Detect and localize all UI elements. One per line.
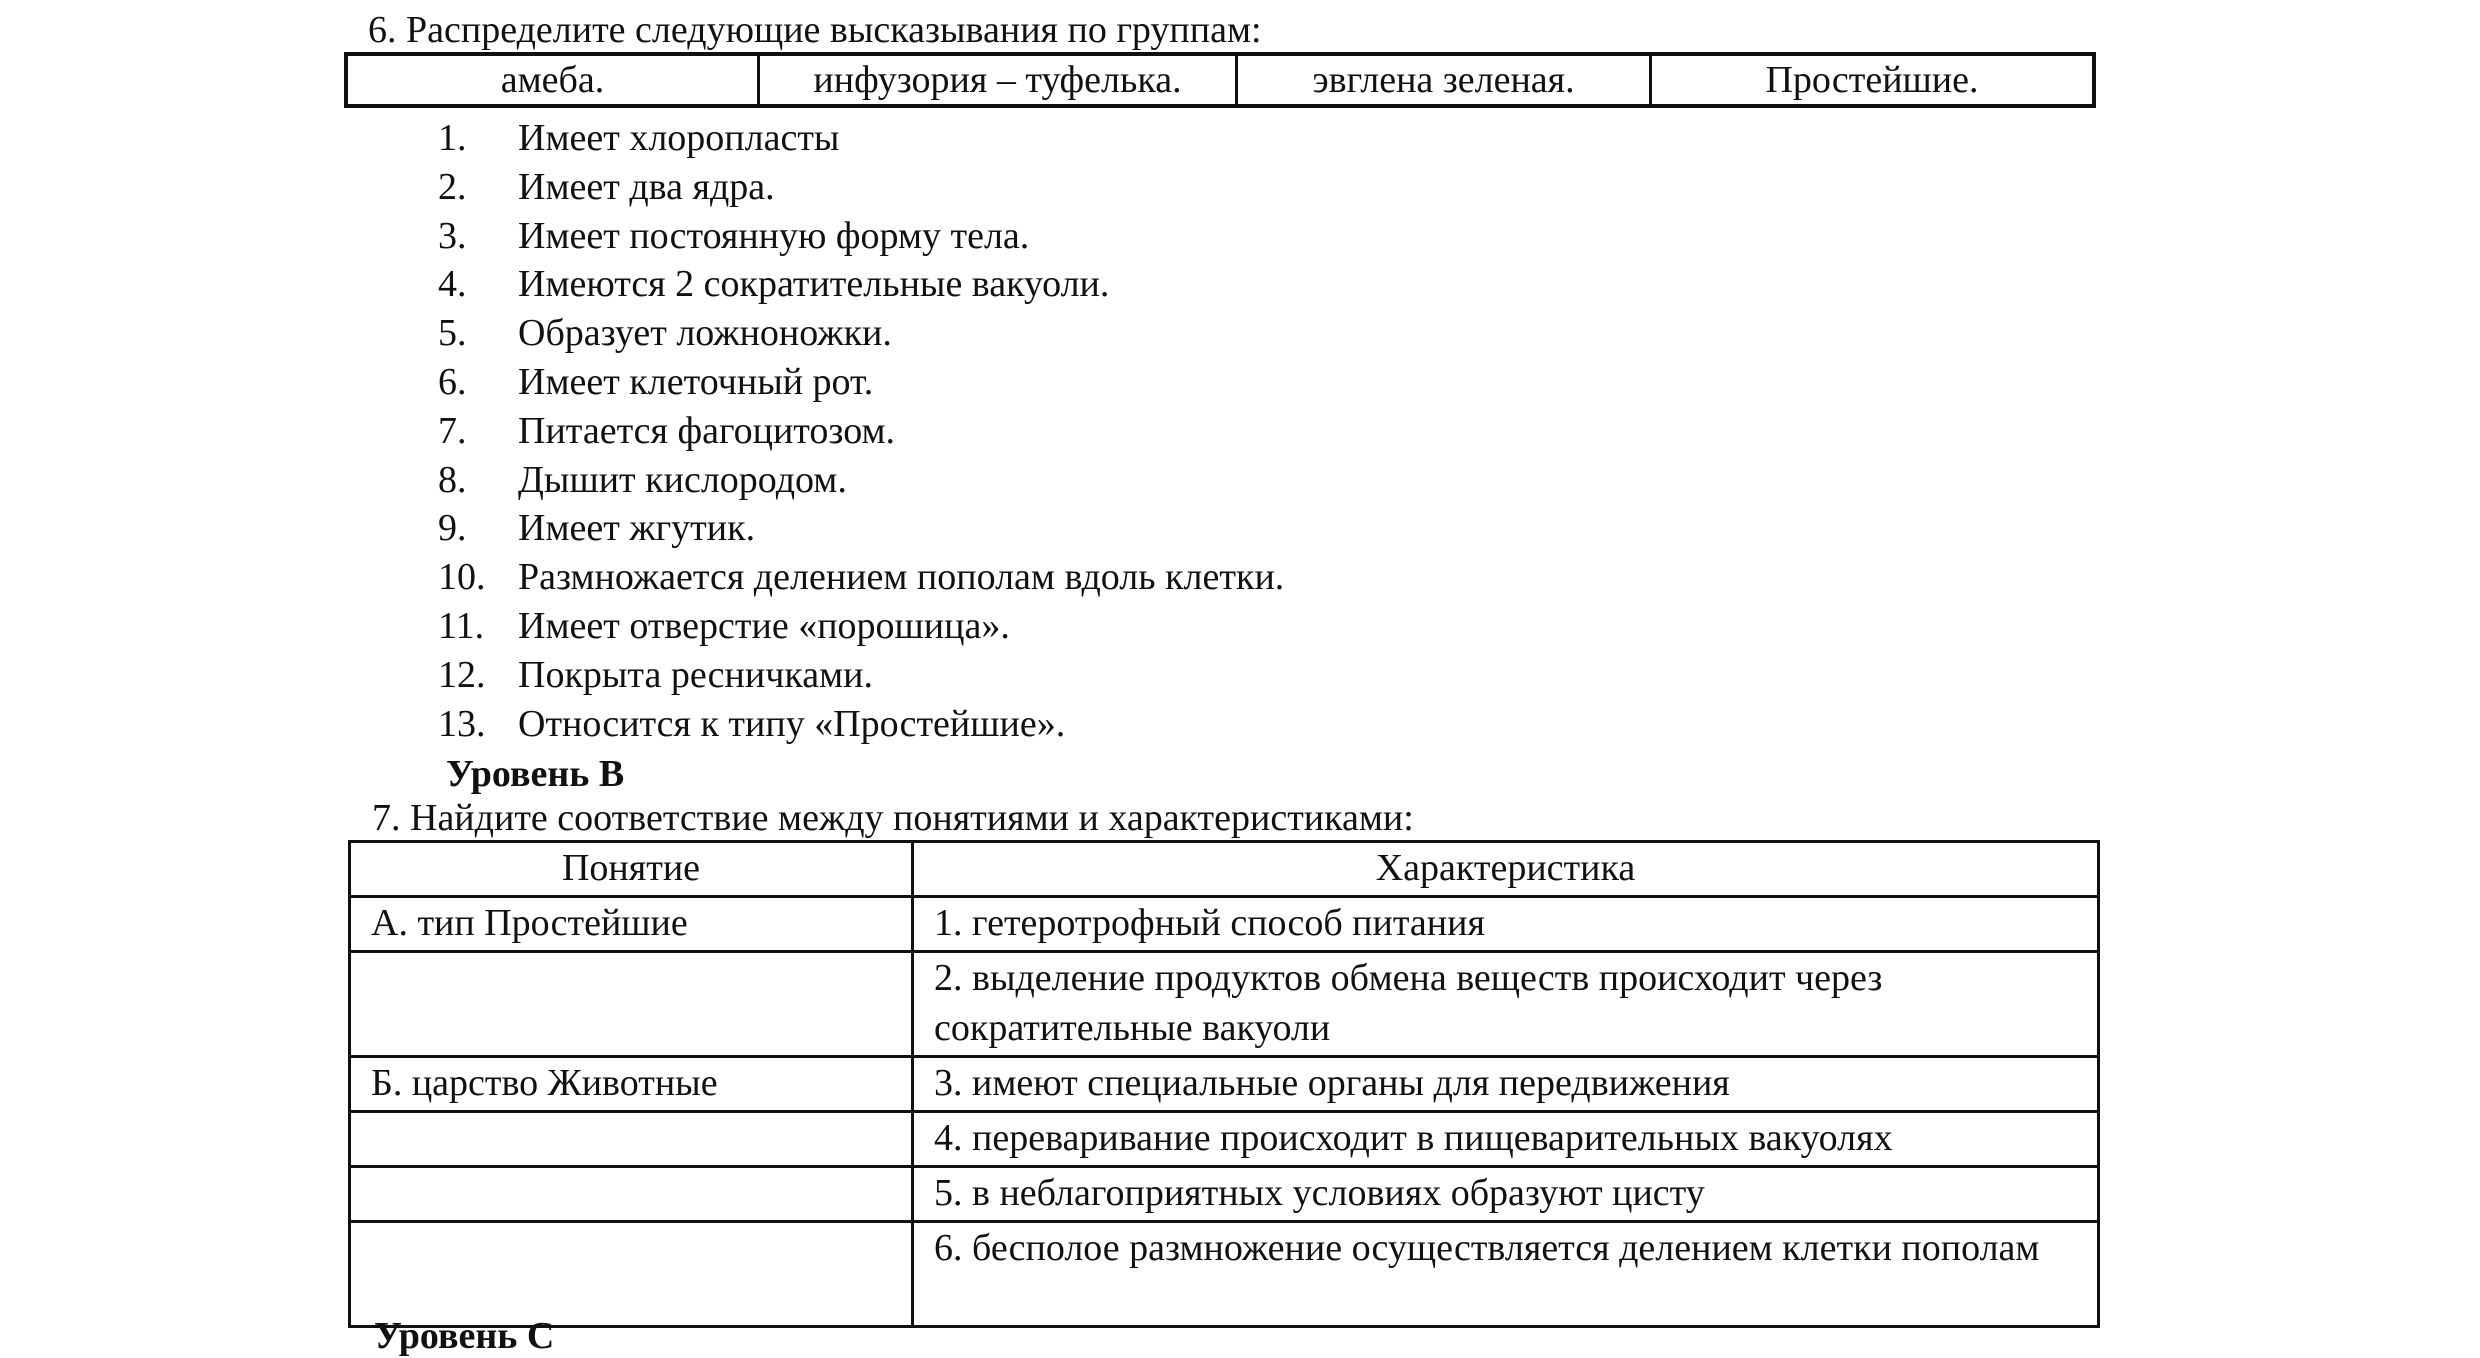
- concept-cell: А. тип Простейшие: [350, 897, 913, 952]
- level-c-heading: Уровень С: [374, 1315, 555, 1357]
- table-row: [350, 1057, 2099, 1112]
- matching-table-header: [350, 842, 2099, 897]
- statement-item: [438, 504, 1284, 553]
- statement-text: Имеет постоянную форму тела.: [518, 214, 1030, 257]
- concept-cell: [350, 1112, 913, 1167]
- question-7-title: 7. Найдите соответствие между понятиями и характеристиками:: [372, 797, 1414, 839]
- statement-text: Покрыта ресничками.: [518, 653, 873, 696]
- table-row: [350, 1112, 2099, 1167]
- statement-number: 11.: [438, 604, 485, 647]
- statement-item: [438, 407, 1284, 456]
- statement-text: Питается фагоцитозом.: [518, 409, 896, 452]
- statement-number: 12.: [438, 653, 486, 696]
- characteristic-cell: 4. переваривание происходит в пищеварительных вакуолях: [913, 1112, 2099, 1167]
- statement-text: Дышит кислородом.: [518, 458, 847, 501]
- statement-number: 10.: [438, 556, 486, 599]
- table-row: [350, 897, 2099, 952]
- group-cell-euglena: эвглена зеленая.: [1238, 56, 1652, 104]
- question-6-title: 6. Распределите следующие высказывания по группам:: [368, 9, 1262, 51]
- statement-number: 7.: [438, 409, 467, 452]
- statement-item: [438, 212, 1284, 261]
- characteristic-cell: 3. имеют специальные органы для передвижения: [913, 1057, 2099, 1112]
- statement-text: Имеются 2 сократительные вакуоли.: [518, 263, 1110, 306]
- statement-number: 1.: [438, 117, 467, 159]
- statement-text: Имеет жгутик.: [518, 507, 756, 550]
- statement-number: 8.: [438, 458, 467, 501]
- statement-item: [438, 260, 1284, 309]
- characteristic-cell: 2. выделение продуктов обмена веществ происходит через сократительные вакуоли: [913, 952, 2099, 1057]
- statement-item: [438, 553, 1284, 602]
- statement-item: [438, 358, 1284, 407]
- statement-item: [438, 700, 1284, 749]
- matching-table: [348, 840, 2100, 1328]
- statement-number: 2.: [438, 165, 467, 208]
- statement-number: 4.: [438, 263, 467, 306]
- statements-list: [438, 114, 1284, 748]
- statement-text: Имеет отверстие «порошица».: [518, 604, 1010, 647]
- statement-text: Имеет хлоропласты: [518, 117, 840, 159]
- statement-text: Образует ложноножки.: [518, 312, 892, 355]
- statement-item: [438, 114, 1284, 163]
- concept-cell: [350, 952, 913, 1057]
- characteristic-cell: 6. бесполое размножение осуществляется делением клетки пополам: [913, 1222, 2099, 1327]
- characteristic-cell: 1. гетеротрофный способ питания: [913, 897, 2099, 952]
- table-row: [350, 952, 2099, 1057]
- table-row: [350, 1222, 2099, 1327]
- concept-cell: [350, 1222, 913, 1327]
- statement-number: 5.: [438, 312, 467, 355]
- concept-cell: Б. царство Животные: [350, 1057, 913, 1112]
- statement-item: [438, 456, 1284, 505]
- statement-item: [438, 163, 1284, 212]
- statement-item: [438, 309, 1284, 358]
- group-cell-protozoa: Простейшие.: [1765, 59, 1979, 101]
- concept-header: Понятие: [350, 842, 913, 897]
- table-row: [350, 1167, 2099, 1222]
- group-cell-amoeba: амеба.: [348, 56, 760, 104]
- level-b-heading: Уровень В: [446, 753, 625, 795]
- statement-item: [438, 602, 1284, 651]
- statement-item: [438, 651, 1284, 700]
- statement-number: 9.: [438, 507, 467, 550]
- group-cell-paramecium: инфузория – туфелька.: [760, 56, 1238, 104]
- statement-number: 3.: [438, 214, 467, 257]
- statement-text: Относится к типу «Простейшие».: [518, 702, 1066, 745]
- statement-number: 6.: [438, 360, 467, 403]
- groups-table: [344, 52, 2096, 108]
- statement-text: Имеет клеточный рот.: [518, 360, 874, 403]
- statement-text: Размножается делением пополам вдоль клетки.: [518, 556, 1285, 599]
- concept-cell: [350, 1167, 913, 1222]
- characteristic-cell: 5. в неблагоприятных условиях образуют цисту: [913, 1167, 2099, 1222]
- characteristic-header: Характеристика: [913, 842, 2099, 897]
- statement-number: 13.: [438, 702, 486, 745]
- statement-text: Имеет два ядра.: [518, 165, 775, 208]
